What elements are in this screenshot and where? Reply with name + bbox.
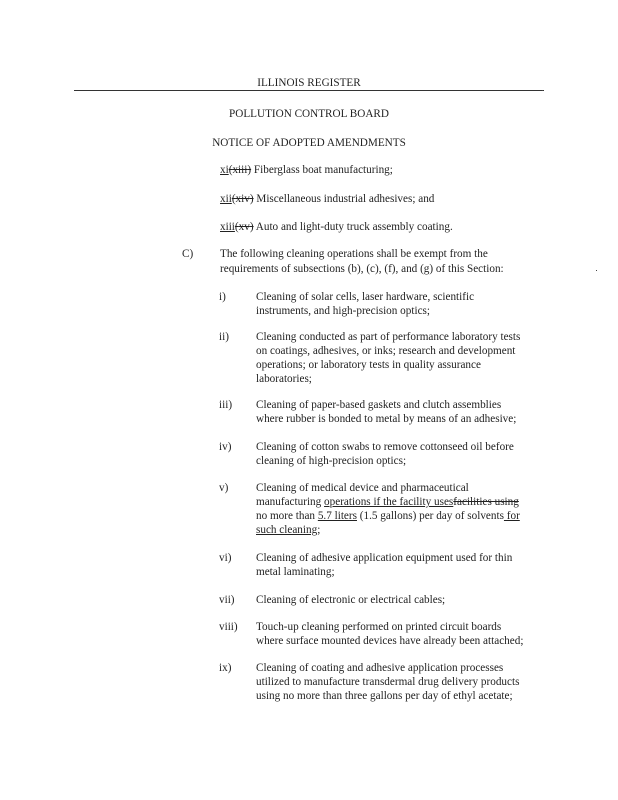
top-item-xi: [220, 163, 393, 177]
item-iii-line-2: where rubber is bonded to metal by means of an adhesive;: [256, 413, 517, 425]
item-viii-line-2: where surface mounted devices have already been attached;: [256, 635, 524, 647]
item-number: vi): [219, 552, 232, 564]
new-number: xii: [220, 193, 232, 205]
item-vii-line-1: Cleaning of electronic or electrical cables;: [256, 594, 446, 606]
section-c-line-2: requirements of subsections (b), (c), (f), and (g) of this Section:: [220, 263, 504, 275]
item-iii-line-1: Cleaning of paper-based gaskets and clutch assemblies: [256, 399, 502, 411]
item-number: vii): [219, 594, 235, 606]
old-number: (xiii): [228, 164, 252, 176]
item-ii-line-4: laboratories;: [256, 373, 312, 385]
item-ii-line-1: Cleaning conducted as part of performance laboratory tests: [256, 331, 521, 343]
item-ix-line-2: utilized to manufacture transdermal drug delivery products: [256, 676, 520, 688]
item-viii-line-1: Touch-up cleaning performed on printed circuit boards: [256, 621, 502, 633]
inserted-text: such cleaning: [256, 524, 318, 536]
item-v-line-4: [256, 523, 320, 537]
item-number: v): [219, 482, 229, 494]
item-number: ii): [219, 331, 229, 343]
item-ix-line-1: Cleaning of coating and adhesive application processes: [256, 662, 504, 674]
item-ii-line-3: operations; or laboratory tests in quality assurance: [256, 359, 481, 371]
section-c-line-1: The following cleaning operations shall be exempt from the: [220, 248, 488, 260]
item-text: Auto and light-duty truck assembly coating.: [255, 221, 453, 233]
deleted-text: facilities using: [453, 496, 519, 508]
item-vi-line-2: metal laminating;: [256, 566, 335, 578]
item-v-line-3: [256, 509, 520, 523]
section-c-label: C): [182, 248, 194, 260]
item-number: viii): [219, 621, 238, 633]
text: ;: [317, 524, 321, 536]
inserted-text: operations if the facility uses: [324, 496, 454, 508]
item-i-line-2: instruments, and high-precision optics;: [256, 305, 431, 317]
notice-title: NOTICE OF ADOPTED AMENDMENTS: [212, 137, 406, 149]
speck: [542, 90, 543, 91]
item-v-line-2: [256, 495, 519, 509]
item-ix-line-3: using no more than three gallons per day of ethyl acetate;: [256, 690, 513, 702]
old-number: (xv): [234, 221, 254, 233]
item-number: iv): [219, 441, 232, 453]
new-number: xi: [220, 164, 229, 176]
item-vi-line-1: Cleaning of adhesive application equipment used for thin: [256, 552, 513, 564]
register-title: ILLINOIS REGISTER: [257, 77, 361, 89]
item-i-line-1: Cleaning of solar cells, laser hardware, scientific: [256, 291, 475, 303]
item-v-line-1: Cleaning of medical device and pharmaceutical: [256, 482, 469, 494]
speck: [596, 270, 597, 271]
new-number: xiii: [220, 221, 235, 233]
item-ii-line-2: on coatings, adhesives, or inks; research and development: [256, 345, 516, 357]
item-number: iii): [219, 399, 233, 411]
text: (1.5 gallons) per day of solvents: [356, 510, 504, 522]
inserted-text: for: [503, 510, 520, 522]
board-title: POLLUTION CONTROL BOARD: [229, 108, 389, 120]
item-number: i): [219, 291, 226, 303]
item-text: Miscellaneous industrial adhesives; and: [256, 193, 435, 205]
item-number: ix): [219, 662, 232, 674]
item-text: Fiberglass boat manufacturing;: [253, 164, 393, 176]
header-rule: [74, 90, 544, 91]
text: manufacturing: [256, 496, 325, 508]
item-iv-line-1: Cleaning of cotton swabs to remove cottonseed oil before: [256, 441, 514, 453]
inserted-text: 5.7 liters: [317, 510, 357, 522]
top-item-xii: [220, 192, 434, 206]
item-iv-line-2: cleaning of high-precision optics;: [256, 455, 407, 467]
text: no more than: [256, 510, 318, 522]
old-number: (xiv): [231, 193, 254, 205]
top-item-xiii: [220, 220, 453, 234]
